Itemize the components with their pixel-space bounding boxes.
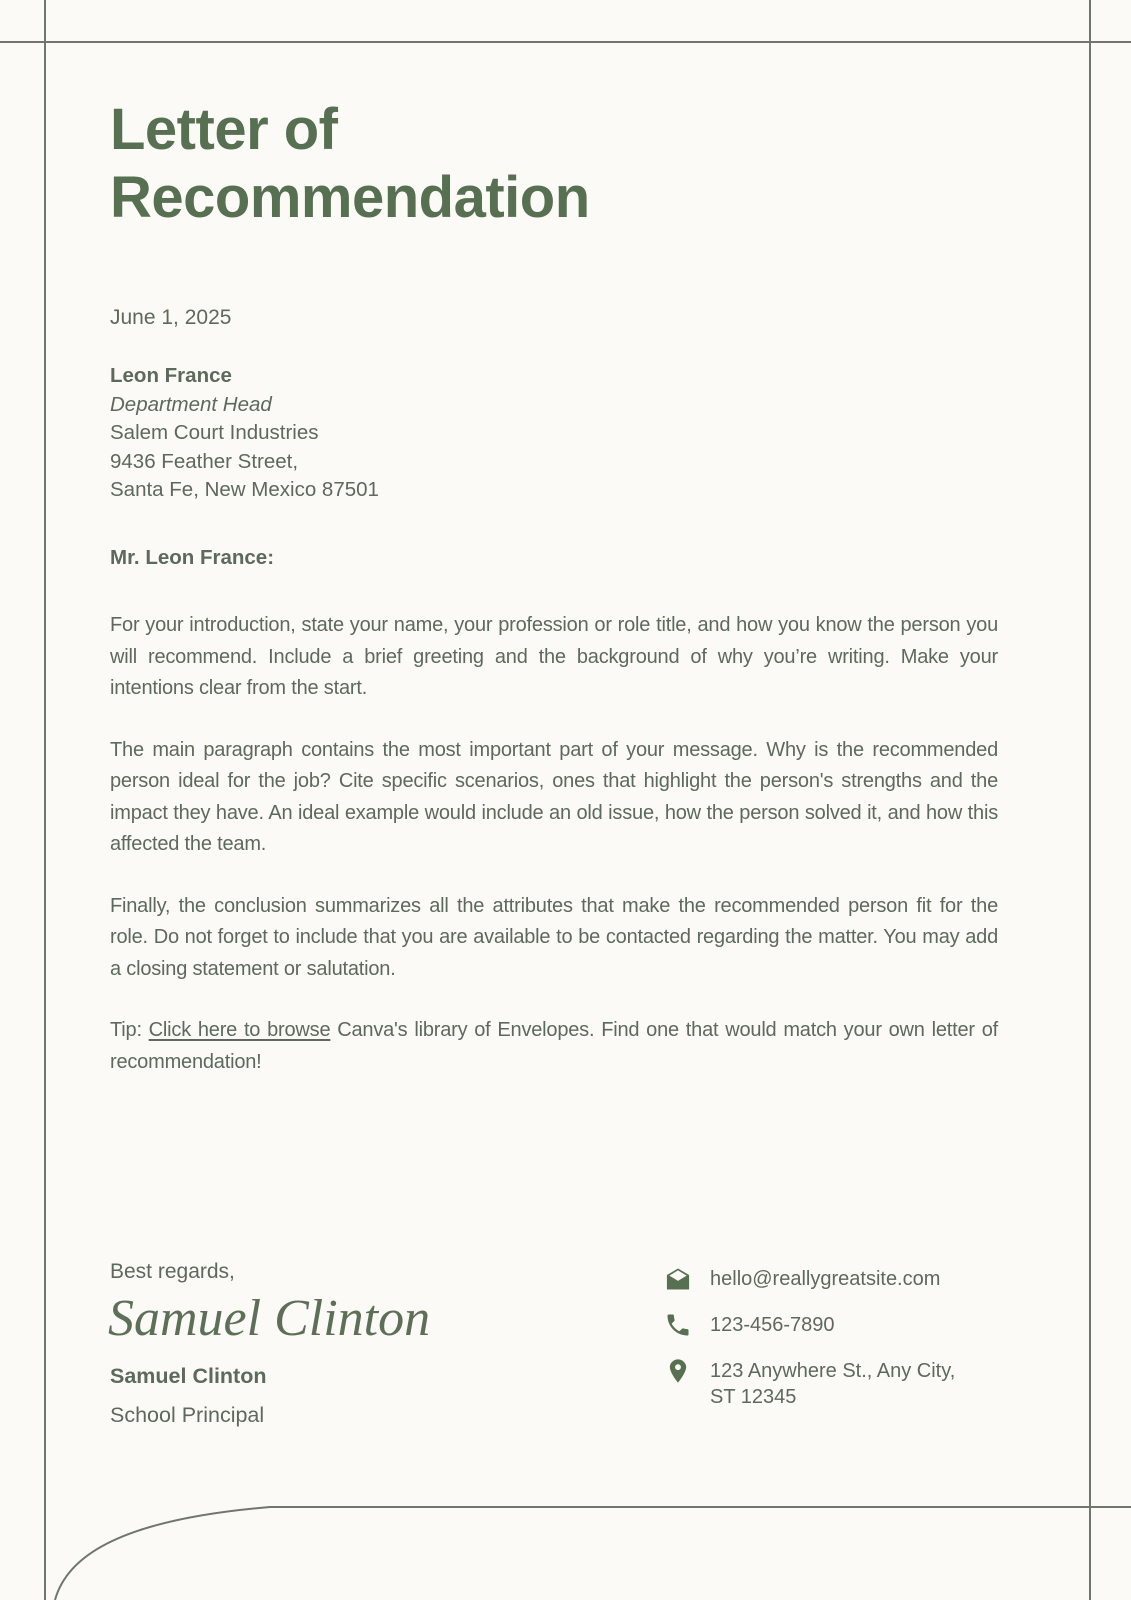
recipient-role: Department Head <box>110 392 272 416</box>
location-pin-icon <box>664 1357 692 1385</box>
contact-email-value: hello@reallygreatsite.com <box>710 1268 941 1290</box>
paragraph-conclusion: Finally, the conclusion summarizes all the attributes that make the recommended person fit for the role. Do not forget to include that you are available to be contacted regarding the matter. You may add a closing statement or salutation. <box>110 894 998 980</box>
left-vertical-rule <box>44 0 46 1600</box>
letter-body <box>110 610 998 1108</box>
contact-row-phone <box>664 1310 955 1339</box>
salutation: Mr. Leon France: <box>110 546 275 569</box>
tip-prefix: Tip: <box>110 1019 149 1041</box>
contact-phone-value: 123-456-7890 <box>710 1314 835 1336</box>
phone-icon <box>664 1311 692 1339</box>
top-horizontal-rule <box>0 41 1131 43</box>
recipient-name: Leon France <box>110 364 232 387</box>
paragraph-main: The main paragraph contains the most important part of your message. Why is the recommended person ideal for the job? Cite specific scenarios, ones that highlight the person's strengths and the impact they have. An ideal example would include an old issue, how the person solved it, and how this affected the team. <box>110 738 998 855</box>
contact-address-line1: 123 Anywhere St., Any City, <box>710 1360 956 1382</box>
recipient-block <box>110 362 379 505</box>
recipient-city: Santa Fe, New Mexico 87501 <box>110 478 379 501</box>
paragraph-introduction: For your introduction, state your name, your profession or role title, and how you know the person you will recommend. Include a brief greeting and the background of why you’re writing. Make your intentions clear from the start. <box>110 614 998 699</box>
handwritten-signature: Samuel Clinton <box>108 1290 431 1347</box>
contact-row-email <box>664 1264 955 1293</box>
email-icon <box>664 1265 692 1293</box>
closing-phrase: Best regards, <box>110 1260 235 1283</box>
page-title-line-2: Recommendation <box>110 165 590 230</box>
bottom-curve-decoration <box>0 1498 1131 1600</box>
page-title-line-1: Letter of <box>110 97 338 162</box>
recipient-street: 9436 Feather Street, <box>110 449 299 473</box>
page-title <box>110 96 590 232</box>
sender-role: School Principal <box>110 1403 265 1427</box>
right-vertical-rule <box>1089 0 1091 1600</box>
contact-address-value <box>710 1356 955 1410</box>
browse-envelopes-link[interactable]: Click here to browse <box>148 1019 331 1041</box>
tip-suffix: Canva's library of Envelopes. Find one that would match your own letter of recommendation! <box>110 1019 998 1073</box>
contact-block <box>664 1264 955 1410</box>
tip-paragraph <box>110 1015 998 1078</box>
letter-date: June 1, 2025 <box>110 306 232 329</box>
contact-row-address <box>664 1356 955 1410</box>
recipient-company: Salem Court Industries <box>110 421 319 444</box>
sender-name: Samuel Clinton <box>110 1364 267 1388</box>
contact-address-line2: ST 12345 <box>710 1386 797 1408</box>
